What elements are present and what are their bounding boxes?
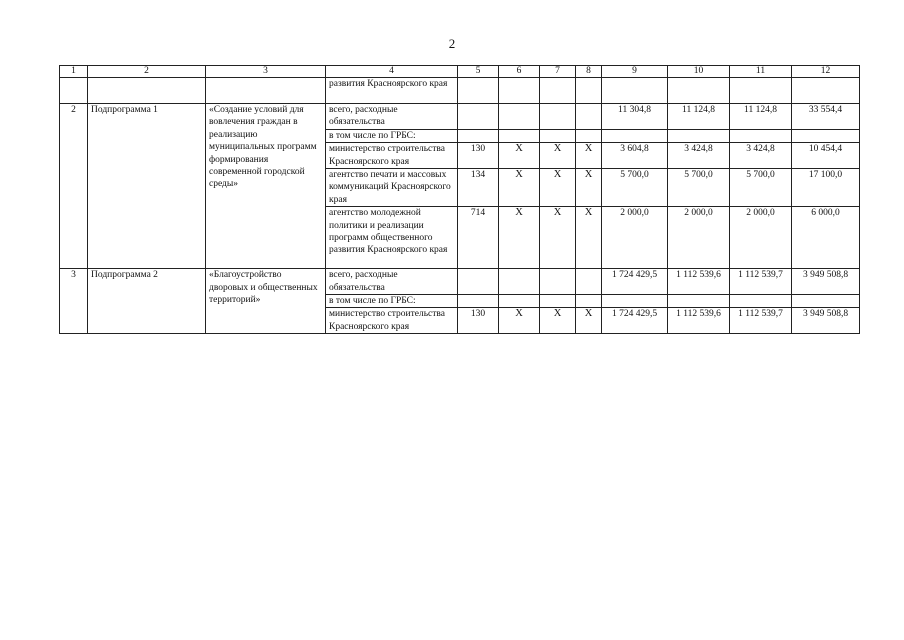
cell-label: развития Красноярского края xyxy=(326,78,458,104)
cell-x xyxy=(576,269,602,295)
table-row xyxy=(60,104,860,130)
header-cell: 11 xyxy=(730,66,792,78)
cell-value: 11 304,8 xyxy=(602,104,668,130)
cell-value: 3 424,8 xyxy=(730,143,792,169)
cell-code xyxy=(458,104,499,130)
cell-label: министерство строительства Красноярского края xyxy=(326,308,458,334)
cell-x: X xyxy=(576,169,602,207)
row-number: 3 xyxy=(60,269,88,334)
cell-value: 3 424,8 xyxy=(668,143,730,169)
cell-label: агентство молодежной политики и реализации программ общественного развития Красноярского края xyxy=(326,207,458,269)
cell-value: 17 100,0 xyxy=(792,169,860,207)
cell-value: 3 949 508,8 xyxy=(792,269,860,295)
cell-value: 2 000,0 xyxy=(730,207,792,269)
cell-x: X xyxy=(576,207,602,269)
cell-x: X xyxy=(499,169,540,207)
cell-value: 10 454,4 xyxy=(792,143,860,169)
cell-value: 1 112 539,7 xyxy=(730,308,792,334)
row-number: 2 xyxy=(60,104,88,269)
cell-x xyxy=(499,269,540,295)
header-cell: 7 xyxy=(540,66,576,78)
header-cell: 8 xyxy=(576,66,602,78)
cell-value: 6 000,0 xyxy=(792,207,860,269)
cell-label: в том числе по ГРБС: xyxy=(326,129,458,142)
cell-value: 1 112 539,6 xyxy=(668,269,730,295)
cell-x: X xyxy=(540,207,576,269)
header-cell: 9 xyxy=(602,66,668,78)
cell-value: 1 724 429,5 xyxy=(602,269,668,295)
cell-value: 2 000,0 xyxy=(668,207,730,269)
cell-x: X xyxy=(540,308,576,334)
cell-x xyxy=(540,269,576,295)
cell-x: X xyxy=(499,308,540,334)
cell-value: 2 000,0 xyxy=(602,207,668,269)
cell-label: министерство строительства Красноярского края xyxy=(326,143,458,169)
cell-value: 3 949 508,8 xyxy=(792,308,860,334)
cell-x: X xyxy=(540,143,576,169)
cell-value: 11 124,8 xyxy=(730,104,792,130)
cell-x xyxy=(576,104,602,130)
cell-value: 5 700,0 xyxy=(668,169,730,207)
header-cell: 4 xyxy=(326,66,458,78)
cell-label: агентство печати и массовых коммуникаций Красноярского края xyxy=(326,169,458,207)
cell-value: 5 700,0 xyxy=(602,169,668,207)
cell-x: X xyxy=(540,169,576,207)
header-row xyxy=(60,66,860,78)
header-cell: 1 xyxy=(60,66,88,78)
cell-value: 33 554,4 xyxy=(792,104,860,130)
cell-label: всего, расходные обязательства xyxy=(326,269,458,295)
cell-value: 5 700,0 xyxy=(730,169,792,207)
table-row xyxy=(60,269,860,295)
cell-code xyxy=(458,269,499,295)
cell-code: 134 xyxy=(458,169,499,207)
cell-x: X xyxy=(499,143,540,169)
header-cell: 12 xyxy=(792,66,860,78)
cell-value: 1 724 429,5 xyxy=(602,308,668,334)
cell-code: 130 xyxy=(458,308,499,334)
cell-x xyxy=(540,104,576,130)
table-row xyxy=(60,78,860,104)
cell-value: 11 124,8 xyxy=(668,104,730,130)
header-cell: 3 xyxy=(206,66,326,78)
cell-x: X xyxy=(576,308,602,334)
cell-value: 1 112 539,6 xyxy=(668,308,730,334)
cell-code: 714 xyxy=(458,207,499,269)
subprogram-title: «Благоустройство дворовых и общественных территорий» xyxy=(206,269,326,334)
header-cell: 6 xyxy=(499,66,540,78)
header-cell: 5 xyxy=(458,66,499,78)
cell-x: X xyxy=(499,207,540,269)
budget-table xyxy=(59,65,860,334)
header-cell: 2 xyxy=(88,66,206,78)
cell-x xyxy=(499,104,540,130)
subprogram-name: Подпрограмма 2 xyxy=(88,269,206,334)
cell-value: 1 112 539,7 xyxy=(730,269,792,295)
cell-code: 130 xyxy=(458,143,499,169)
page-number: 2 xyxy=(448,36,456,51)
subprogram-title: «Создание условий для вовлечения граждан в реализацию муниципальных программ формирования современной городской среды» xyxy=(206,104,326,269)
header-cell: 10 xyxy=(668,66,730,78)
cell-label: в том числе по ГРБС: xyxy=(326,295,458,308)
cell-value: 3 604,8 xyxy=(602,143,668,169)
subprogram-name: Подпрограмма 1 xyxy=(88,104,206,269)
cell-x: X xyxy=(576,143,602,169)
cell-label: всего, расходные обязательства xyxy=(326,104,458,130)
